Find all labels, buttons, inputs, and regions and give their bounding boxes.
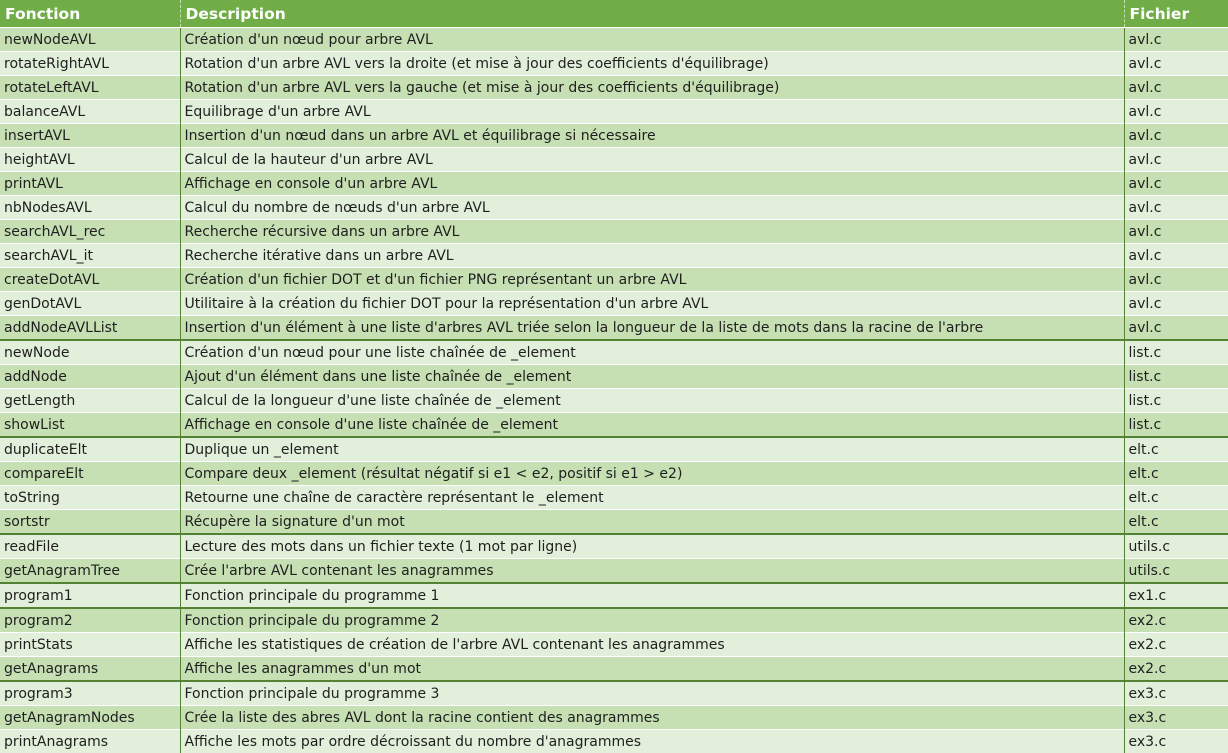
table-row [0, 340, 1228, 365]
header-description: Description [180, 0, 1124, 28]
cell-fonction: printStats [0, 633, 180, 657]
cell-fonction: nbNodesAVL [0, 196, 180, 220]
cell-fonction: heightAVL [0, 148, 180, 172]
table-row [0, 292, 1228, 316]
table-row [0, 148, 1228, 172]
table-row [0, 633, 1228, 657]
cell-fichier: ex2.c [1124, 608, 1228, 633]
cell-fichier: avl.c [1124, 76, 1228, 100]
table-row [0, 244, 1228, 268]
table-row [0, 437, 1228, 462]
cell-fichier: list.c [1124, 389, 1228, 413]
cell-fichier: list.c [1124, 365, 1228, 389]
cell-description: Recherche récursive dans un arbre AVL [180, 220, 1124, 244]
table-row [0, 462, 1228, 486]
table-row [0, 608, 1228, 633]
cell-fichier: list.c [1124, 413, 1228, 438]
table-row [0, 124, 1228, 148]
cell-description: Recherche itérative dans un arbre AVL [180, 244, 1124, 268]
cell-fichier: avl.c [1124, 148, 1228, 172]
cell-fichier: avl.c [1124, 196, 1228, 220]
cell-fonction: showList [0, 413, 180, 438]
cell-fichier: avl.c [1124, 100, 1228, 124]
cell-description: Affiche les mots par ordre décroissant du nombre d'anagrammes [180, 730, 1124, 753]
cell-fichier: avl.c [1124, 124, 1228, 148]
cell-fonction: rotateLeftAVL [0, 76, 180, 100]
cell-fichier: avl.c [1124, 172, 1228, 196]
cell-description: Création d'un nœud pour une liste chaînée de _element [180, 340, 1124, 365]
cell-fonction: getAnagramTree [0, 559, 180, 584]
cell-description: Fonction principale du programme 2 [180, 608, 1124, 633]
cell-fonction: program1 [0, 583, 180, 608]
cell-fichier: avl.c [1124, 220, 1228, 244]
cell-fonction: getAnagrams [0, 657, 180, 682]
cell-fonction: searchAVL_it [0, 244, 180, 268]
cell-fichier: elt.c [1124, 510, 1228, 535]
cell-fonction: rotateRightAVL [0, 52, 180, 76]
table-row [0, 534, 1228, 559]
table-row [0, 486, 1228, 510]
cell-description: Récupère la signature d'un mot [180, 510, 1124, 535]
table-row [0, 657, 1228, 682]
cell-description: Affiche les statistiques de création de l'arbre AVL contenant les anagrammes [180, 633, 1124, 657]
table-row [0, 172, 1228, 196]
table-row [0, 706, 1228, 730]
cell-fonction: program3 [0, 681, 180, 706]
cell-description: Affichage en console d'un arbre AVL [180, 172, 1124, 196]
header-fonction: Fonction [0, 0, 180, 28]
cell-description: Fonction principale du programme 3 [180, 681, 1124, 706]
cell-fichier: avl.c [1124, 28, 1228, 52]
cell-description: Insertion d'un élément à une liste d'arbres AVL triée selon la longueur de la liste de mots dans la racine de l'arbre [180, 316, 1124, 341]
cell-description: Fonction principale du programme 1 [180, 583, 1124, 608]
table-row [0, 559, 1228, 584]
table-row [0, 268, 1228, 292]
cell-fichier: utils.c [1124, 534, 1228, 559]
cell-description: Ajout d'un élément dans une liste chaînée de _element [180, 365, 1124, 389]
cell-description: Crée la liste des abres AVL dont la racine contient des anagrammes [180, 706, 1124, 730]
cell-description: Affiche les anagrammes d'un mot [180, 657, 1124, 682]
cell-description: Utilitaire à la création du fichier DOT pour la représentation d'un arbre AVL [180, 292, 1124, 316]
cell-fichier: avl.c [1124, 52, 1228, 76]
cell-fonction: newNode [0, 340, 180, 365]
table-row [0, 583, 1228, 608]
cell-fichier: utils.c [1124, 559, 1228, 584]
cell-fichier: elt.c [1124, 462, 1228, 486]
cell-fonction: addNodeAVLList [0, 316, 180, 341]
cell-fonction: insertAVL [0, 124, 180, 148]
cell-fichier: ex3.c [1124, 681, 1228, 706]
cell-fichier: ex2.c [1124, 657, 1228, 682]
table-row [0, 196, 1228, 220]
cell-fichier: avl.c [1124, 292, 1228, 316]
cell-fichier: avl.c [1124, 244, 1228, 268]
cell-description: Création d'un nœud pour arbre AVL [180, 28, 1124, 52]
header-row [0, 0, 1228, 28]
cell-fonction: duplicateElt [0, 437, 180, 462]
table-row [0, 76, 1228, 100]
cell-fichier: ex3.c [1124, 706, 1228, 730]
cell-fonction: toString [0, 486, 180, 510]
cell-fonction: searchAVL_rec [0, 220, 180, 244]
cell-description: Affichage en console d'une liste chaînée de _element [180, 413, 1124, 438]
cell-description: Lecture des mots dans un fichier texte (1 mot par ligne) [180, 534, 1124, 559]
table-row [0, 510, 1228, 535]
cell-description: Rotation d'un arbre AVL vers la gauche (et mise à jour des coefficients d'équilibrage) [180, 76, 1124, 100]
table-row [0, 730, 1228, 753]
cell-fichier: elt.c [1124, 486, 1228, 510]
cell-description: Insertion d'un nœud dans un arbre AVL et équilibrage si nécessaire [180, 124, 1124, 148]
cell-fichier: avl.c [1124, 268, 1228, 292]
cell-description: Calcul de la hauteur d'un arbre AVL [180, 148, 1124, 172]
cell-description: Création d'un fichier DOT et d'un fichier PNG représentant un arbre AVL [180, 268, 1124, 292]
table-row [0, 365, 1228, 389]
cell-fichier: ex1.c [1124, 583, 1228, 608]
cell-description: Equilibrage d'un arbre AVL [180, 100, 1124, 124]
cell-fonction: sortstr [0, 510, 180, 535]
cell-fonction: program2 [0, 608, 180, 633]
table-body [0, 28, 1228, 753]
cell-description: Compare deux _element (résultat négatif si e1 < e2, positif si e1 > e2) [180, 462, 1124, 486]
cell-fonction: compareElt [0, 462, 180, 486]
cell-description: Calcul du nombre de nœuds d'un arbre AVL [180, 196, 1124, 220]
cell-fonction: printAnagrams [0, 730, 180, 753]
cell-fichier: ex3.c [1124, 730, 1228, 753]
table-row [0, 413, 1228, 438]
cell-fonction: genDotAVL [0, 292, 180, 316]
cell-fichier: avl.c [1124, 316, 1228, 341]
cell-fonction: getAnagramNodes [0, 706, 180, 730]
cell-fonction: balanceAVL [0, 100, 180, 124]
cell-fonction: getLength [0, 389, 180, 413]
table-row [0, 316, 1228, 341]
table-row [0, 681, 1228, 706]
table-row [0, 28, 1228, 52]
cell-description: Rotation d'un arbre AVL vers la droite (et mise à jour des coefficients d'équilibrage) [180, 52, 1124, 76]
table-row [0, 100, 1228, 124]
cell-fichier: ex2.c [1124, 633, 1228, 657]
cell-fonction: printAVL [0, 172, 180, 196]
cell-fonction: newNodeAVL [0, 28, 180, 52]
cell-description: Duplique un _element [180, 437, 1124, 462]
cell-fonction: addNode [0, 365, 180, 389]
cell-description: Calcul de la longueur d'une liste chaînée de _element [180, 389, 1124, 413]
cell-description: Retourne une chaîne de caractère représentant le _element [180, 486, 1124, 510]
cell-fonction: createDotAVL [0, 268, 180, 292]
header-fichier: Fichier [1124, 0, 1228, 28]
table-row [0, 52, 1228, 76]
table-row [0, 220, 1228, 244]
cell-description: Crée l'arbre AVL contenant les anagrammes [180, 559, 1124, 584]
cell-fonction: readFile [0, 534, 180, 559]
cell-fichier: list.c [1124, 340, 1228, 365]
cell-fichier: elt.c [1124, 437, 1228, 462]
table-row [0, 389, 1228, 413]
